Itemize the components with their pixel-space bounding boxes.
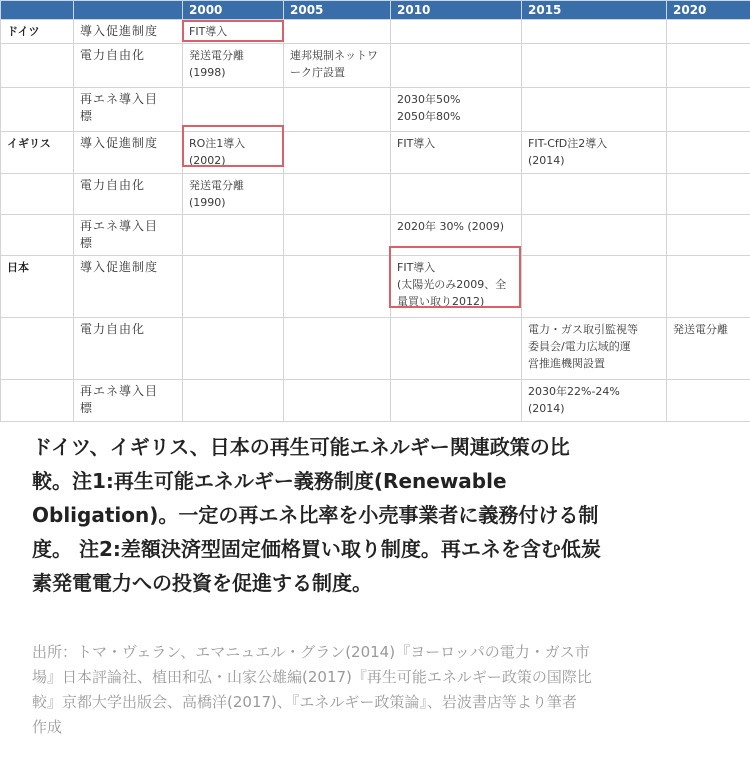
- category-label: 電力自由化: [80, 48, 146, 62]
- cell-text-line: FIT導入: [397, 137, 436, 150]
- caption-line: Obligation)。一定の再エネ比率を小売事業者に義務付ける制: [32, 503, 599, 527]
- country-cell: [1, 318, 74, 380]
- category-label-line: 再エネ導入目: [80, 384, 159, 398]
- cell-text-line: 発送電分離: [189, 49, 244, 62]
- category-label: 導入促進制度: [80, 136, 159, 150]
- data-cell: [522, 20, 667, 44]
- data-cell: [183, 318, 284, 380]
- figure-caption: [32, 430, 722, 600]
- header-cell: [1, 1, 74, 20]
- data-cell: [284, 132, 391, 174]
- data-cell: [284, 380, 391, 422]
- country-cell: [1, 256, 74, 318]
- data-cell: [667, 318, 750, 380]
- category-label-line: 標: [80, 401, 94, 415]
- country-label: 日本: [7, 261, 29, 274]
- table-row: [1, 256, 750, 318]
- table-row: [1, 174, 750, 215]
- category-cell: [74, 132, 183, 174]
- header-year-2000: 2000: [183, 1, 284, 20]
- category-cell: [74, 256, 183, 318]
- cell-text-line: 発送電分離: [189, 179, 244, 192]
- cell-text-line: 2030年50%: [397, 93, 461, 106]
- country-cell: [1, 174, 74, 215]
- cell-text-line: (1990): [189, 196, 226, 209]
- data-cell: [667, 215, 750, 256]
- data-cell: [667, 256, 750, 318]
- cell-text-line: (太陽光のみ2009、全: [397, 278, 507, 291]
- category-cell: [74, 44, 183, 88]
- cell-text-line: FIT導入: [397, 261, 436, 274]
- data-cell: [284, 88, 391, 132]
- source-line: 出所：トマ・ヴェラン、エマニュエル・グラン(2014)『ヨーロッパの電力・ガス市: [32, 643, 590, 661]
- source-line: 較』京都大学出版会、高橋洋(2017)、『エネルギー政策論』、岩波書店等より筆者: [32, 693, 577, 711]
- table-row: [1, 88, 750, 132]
- cell-text-line: RO注1導入: [189, 137, 246, 150]
- country-cell: [1, 44, 74, 88]
- cell-text-line: 委員会/電力広域的運: [528, 340, 631, 353]
- category-label-line: 再エネ導入目: [80, 92, 159, 106]
- table-row: [1, 44, 750, 88]
- data-cell: [522, 215, 667, 256]
- data-cell: [391, 318, 522, 380]
- category-label-line: 標: [80, 236, 94, 250]
- category-label-line: 再エネ導入目: [80, 219, 159, 233]
- highlight-box-japan-fit: [389, 246, 521, 308]
- caption-line: 度。 注2:差額決済型固定価格買い取り制度。再エネを含む低炭: [32, 537, 601, 561]
- data-cell: [667, 380, 750, 422]
- data-cell: [391, 132, 522, 174]
- data-cell: [391, 380, 522, 422]
- country-cell: [1, 215, 74, 256]
- category-label: 導入促進制度: [80, 24, 159, 38]
- caption-line: 較。注1:再生可能エネルギー義務制度(Renewable: [32, 469, 507, 493]
- cell-text-line: 2030年22%-24%: [528, 385, 620, 398]
- caption-line: ドイツ、イギリス、日本の再生可能エネルギー関連政策の比: [32, 435, 570, 459]
- category-cell: [74, 215, 183, 256]
- data-cell: [391, 174, 522, 215]
- data-cell: [391, 20, 522, 44]
- category-label: 導入促進制度: [80, 260, 159, 274]
- cell-text-line: FIT-CfD注2導入: [528, 137, 608, 150]
- table-header-row: [1, 1, 750, 20]
- caption-line: 素発電電力への投資を促進する制度。: [32, 571, 372, 595]
- table-row: [1, 20, 750, 44]
- highlight-box-germany-fit: [182, 20, 284, 42]
- header-year-2020: 2020: [667, 1, 750, 20]
- data-cell: [284, 318, 391, 380]
- country-cell: [1, 88, 74, 132]
- header-year-2010: 2010: [391, 1, 522, 20]
- country-label: ドイツ: [7, 25, 40, 38]
- category-cell: [74, 318, 183, 380]
- cell-text-line: 発送電分離: [673, 323, 728, 336]
- cell-text-line: ーク庁設置: [290, 66, 345, 79]
- data-cell: [183, 174, 284, 215]
- data-cell: [284, 174, 391, 215]
- source-note: [32, 640, 732, 740]
- category-label: 電力自由化: [80, 178, 146, 192]
- cell-text-line: 連邦規制ネットワ: [290, 49, 378, 62]
- data-cell: [284, 20, 391, 44]
- table-body: [1, 20, 750, 422]
- category-cell: [74, 380, 183, 422]
- table-row: [1, 318, 750, 380]
- data-cell: [667, 44, 750, 88]
- data-cell: [522, 174, 667, 215]
- table-row: [1, 380, 750, 422]
- country-cell: [1, 132, 74, 174]
- data-cell: [183, 256, 284, 318]
- data-cell: [391, 44, 522, 88]
- data-cell: [667, 88, 750, 132]
- data-cell: [522, 44, 667, 88]
- category-label: 電力自由化: [80, 322, 146, 336]
- data-cell: [522, 256, 667, 318]
- country-cell: [1, 20, 74, 44]
- cell-text-line: (2014): [528, 154, 565, 167]
- cell-text-line: (2002): [189, 154, 226, 167]
- header-year-2005: 2005: [284, 1, 391, 20]
- source-line: 作成: [32, 718, 63, 736]
- cell-text-line: 営推進機関設置: [528, 357, 605, 370]
- data-cell: [183, 215, 284, 256]
- table-row: [1, 132, 750, 174]
- data-cell: [284, 256, 391, 318]
- category-label-line: 標: [80, 109, 94, 123]
- source-line: 場』日本評論社、植田和弘・山家公雄編(2017)『再生可能エネルギー政策の国際比: [32, 668, 592, 686]
- cell-text-line: 2050年80%: [397, 110, 461, 123]
- data-cell: [522, 380, 667, 422]
- country-label: イギリス: [7, 137, 51, 150]
- data-cell: [522, 88, 667, 132]
- header-cell: [74, 1, 183, 20]
- cell-text-line: 量買い取り2012): [397, 295, 485, 308]
- header-year-2015: 2015: [522, 1, 667, 20]
- data-cell: [183, 380, 284, 422]
- category-cell: [74, 88, 183, 132]
- data-cell: [667, 20, 750, 44]
- data-cell: [284, 44, 391, 88]
- cell-text-line: FIT導入: [189, 25, 228, 38]
- data-cell: [667, 132, 750, 174]
- cell-text-line: 2020年 30% (2009): [397, 220, 505, 233]
- data-cell: [284, 215, 391, 256]
- data-cell: [667, 174, 750, 215]
- data-cell: [183, 44, 284, 88]
- category-cell: [74, 174, 183, 215]
- cell-text-line: (2014): [528, 402, 565, 415]
- highlight-box-uk-ro: [182, 125, 284, 167]
- country-cell: [1, 380, 74, 422]
- data-cell: [522, 132, 667, 174]
- table-row: [1, 215, 750, 256]
- data-cell: [391, 88, 522, 132]
- category-cell: [74, 20, 183, 44]
- cell-text-line: (1998): [189, 66, 226, 79]
- data-cell: [522, 318, 667, 380]
- cell-text-line: 電力・ガス取引監視等: [528, 323, 638, 336]
